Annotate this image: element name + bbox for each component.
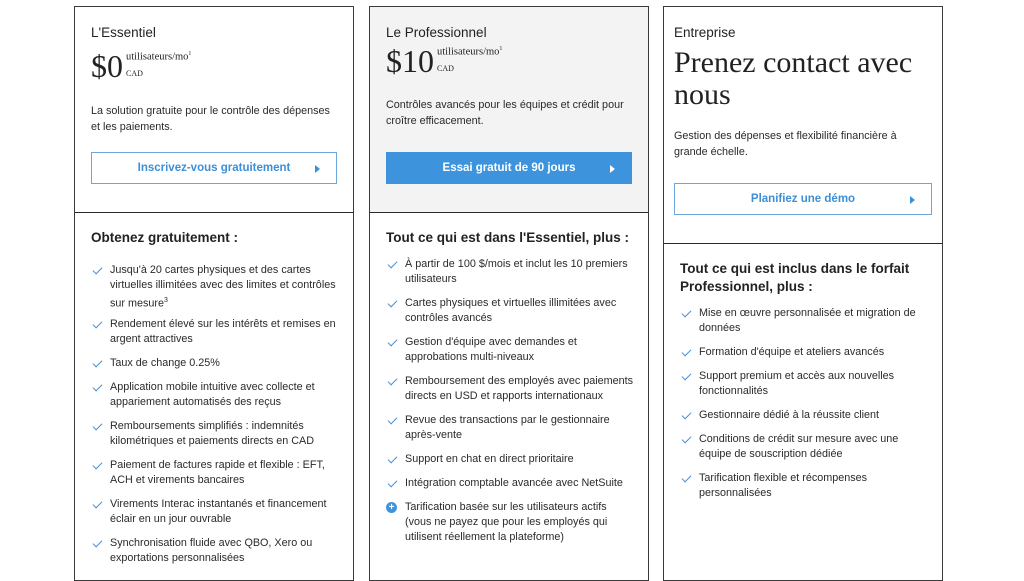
plan-header [664, 7, 942, 243]
feature-text [110, 317, 341, 347]
price-period: utilisateurs/mo [126, 51, 189, 63]
plan-name: L'Essentiel [91, 25, 156, 40]
check-icon [93, 460, 103, 470]
check-icon [388, 415, 398, 425]
feature-text [110, 458, 341, 488]
feature-text [405, 476, 636, 491]
feature-text [699, 345, 930, 360]
feature-label: Paiement de factures rapide et flexible : EFT, ACH et virements bancaires [110, 459, 325, 486]
plan-description: Contrôles avancés pour les équipes et crédit pour croître efficacement. [386, 99, 624, 127]
feature-label: Formation d'équipe et ateliers avancés [699, 346, 885, 358]
divider [75, 212, 353, 213]
check-icon [93, 265, 103, 275]
plan-card-essentiel [74, 6, 354, 581]
feature-label: Virements Interac instantanés et financement éclair en un jour ouvrable [110, 498, 327, 525]
feature-item [680, 408, 930, 423]
price-footnote: 1 [499, 46, 503, 52]
price-currency: CAD [126, 68, 143, 78]
feature-item [680, 432, 930, 462]
feature-label: Mise en œuvre personnalisée et migration de données [699, 307, 916, 334]
feature-label: Cartes physiques et virtuelles illimitées avec contrôles avancés [405, 297, 617, 324]
plan-card-professionnel [369, 6, 649, 581]
plus-circle-icon: + [386, 502, 397, 513]
features-title: Tout ce qui est inclus dans le forfait Professionnel, plus : [680, 261, 910, 294]
feature-label: Remboursement des employés avec paiements directs en USD et rapports internationaux [405, 375, 634, 402]
feature-item [680, 306, 930, 336]
feature-item [386, 296, 636, 326]
feature-text [110, 497, 341, 527]
divider [370, 212, 648, 213]
check-icon [682, 308, 692, 318]
divider [664, 243, 942, 244]
price-unit [437, 46, 502, 73]
chevron-right-icon [910, 196, 915, 204]
feature-label: Conditions de crédit sur mesure avec une équipe de souscription dédiée [699, 433, 899, 460]
feature-label: Jusqu'à 20 cartes physiques et des cartes virtuelles illimitées avec des limites et contrôles sur mesure [110, 264, 336, 310]
cta-label: Inscrivez-vous gratuitement [137, 162, 291, 174]
feature-item [386, 452, 636, 467]
check-icon [93, 358, 103, 368]
check-icon [93, 538, 103, 548]
check-icon [93, 382, 103, 392]
feature-item [386, 335, 636, 365]
plan-price [91, 50, 191, 82]
feature-item [386, 413, 636, 443]
feature-label: Gestionnaire dédié à la réussite client [699, 409, 880, 421]
feature-label: Taux de change 0.25% [110, 357, 220, 369]
feature-text [110, 263, 341, 312]
cta-label: Planifiez une démo [750, 193, 856, 205]
feature-item [680, 471, 930, 501]
feature-item [91, 263, 341, 312]
feature-item [91, 419, 341, 449]
feature-item [91, 356, 341, 371]
plan-price [386, 45, 502, 77]
check-icon [388, 376, 398, 386]
price-amount: $0 [91, 48, 123, 84]
price-period: utilisateurs/mo [437, 46, 500, 58]
price-currency: CAD [437, 63, 454, 73]
features-title: Obtenez gratuitement : [91, 230, 239, 245]
check-icon [388, 478, 398, 488]
feature-text [405, 296, 636, 326]
plan-description: La solution gratuite pour le contrôle des dépenses et les paiements. [91, 105, 330, 133]
feature-label: Revue des transactions par le gestionnaire après-vente [405, 414, 610, 441]
feature-text [405, 335, 636, 365]
feature-item [386, 500, 636, 545]
check-icon [388, 454, 398, 464]
feature-text [110, 356, 341, 371]
feature-item [386, 257, 636, 287]
features-title: Tout ce qui est dans l'Essentiel, plus : [386, 230, 630, 245]
check-icon [93, 319, 103, 329]
chevron-right-icon [315, 165, 320, 173]
check-icon [93, 421, 103, 431]
check-icon [682, 347, 692, 357]
feature-label: Remboursements simplifiés : indemnités kilométriques et paiements directs en CAD [110, 420, 315, 447]
feature-text [699, 471, 930, 501]
check-icon [682, 371, 692, 381]
check-icon [682, 473, 692, 483]
feature-text [405, 452, 636, 467]
price-unit [126, 51, 191, 78]
feature-label: Support premium et accès aux nouvelles fonctionnalités [699, 370, 895, 397]
feature-label: À partir de 100 $/mois et inclut les 10 premiers utilisateurs [405, 258, 628, 285]
feature-item [91, 497, 341, 527]
plan-description: Gestion des dépenses et flexibilité financière à grande échelle. [674, 130, 897, 158]
feature-label: Support en chat en direct prioritaire [405, 453, 574, 465]
feature-text [699, 306, 930, 336]
feature-item [680, 345, 930, 360]
feature-item [91, 458, 341, 488]
plan-name: Le Professionnel [386, 25, 487, 40]
check-icon [93, 499, 103, 509]
feature-text [405, 374, 636, 404]
feature-text [699, 432, 930, 462]
feature-text [110, 419, 341, 449]
feature-label: Application mobile intuitive avec collecte et appariement automatisés des reçus [110, 381, 315, 408]
contact-title: Prenez contact avec nous [674, 46, 913, 111]
signup-free-button[interactable] [91, 152, 337, 184]
feature-label: Tarification flexible et récompenses personnalisées [699, 472, 868, 499]
feature-item [91, 380, 341, 410]
feature-text [110, 380, 341, 410]
cta-label: Essai gratuit de 90 jours [442, 162, 576, 174]
check-icon [388, 298, 398, 308]
feature-item [386, 476, 636, 491]
feature-label: Synchronisation fluide avec QBO, Xero ou exportations personnalisées [110, 537, 313, 564]
feature-label: Gestion d'équipe avec demandes et approbations multi-niveaux [405, 336, 577, 363]
plan-card-entreprise [663, 6, 943, 581]
plan-header [370, 7, 648, 212]
check-icon [388, 259, 398, 269]
feature-text [699, 408, 930, 423]
feature-text [699, 369, 930, 399]
feature-item [680, 369, 930, 399]
plan-header [75, 7, 353, 212]
feature-text [405, 413, 636, 443]
feature-text [405, 257, 636, 287]
feature-text [110, 536, 341, 566]
feature-item [386, 374, 636, 404]
feature-text [405, 500, 636, 545]
feature-label: Tarification basée sur les utilisateurs actifs (vous ne payez que pour les employés qui utilisent réellement la plateforme) [405, 501, 608, 543]
feature-item [91, 317, 341, 347]
plan-name: Entreprise [674, 25, 736, 40]
price-amount: $10 [386, 43, 434, 79]
feature-item [91, 536, 341, 566]
price-footnote: 1 [188, 51, 192, 57]
check-icon [682, 434, 692, 444]
schedule-demo-button[interactable] [674, 183, 932, 215]
feature-label: Intégration comptable avancée avec NetSuite [405, 477, 623, 489]
free-trial-button[interactable] [386, 152, 632, 184]
check-icon [388, 337, 398, 347]
check-icon [682, 410, 692, 420]
feature-label: Rendement élevé sur les intérêts et remises en argent attractives [110, 318, 336, 345]
feature-footnote: 3 [164, 297, 168, 304]
chevron-right-icon [610, 165, 615, 173]
